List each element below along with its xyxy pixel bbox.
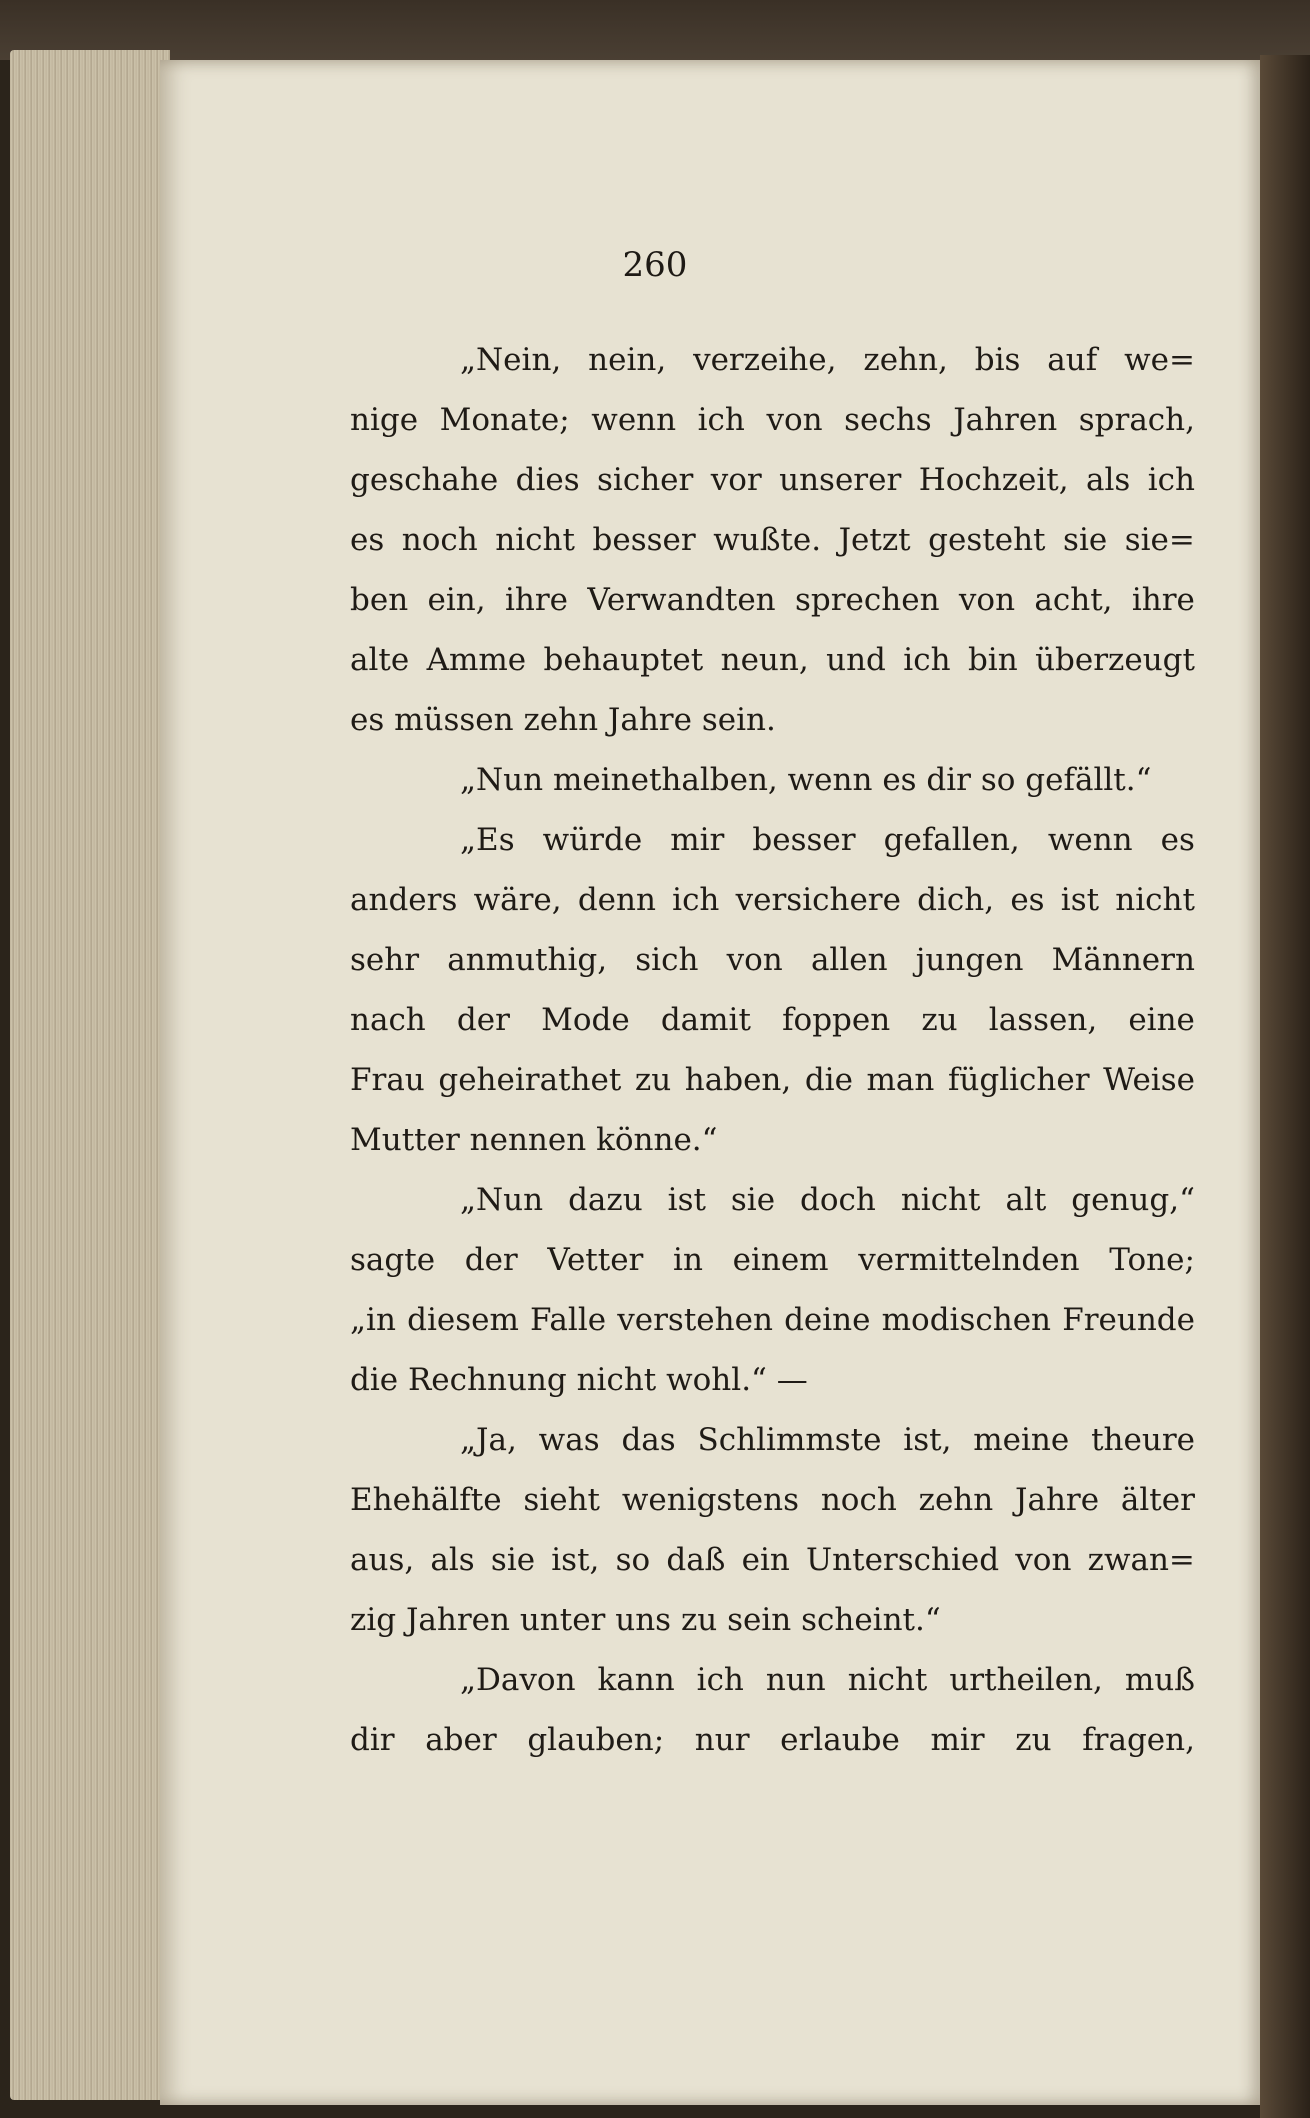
text-line: „Nein, nein, verzeihe, zehn, bis auf we= <box>460 342 1195 378</box>
text-line: Frau geheirathet zu haben, die man füglicher Weise <box>350 1062 1195 1098</box>
text-line: Ehehälfte sieht wenigstens noch zehn Jahre älter <box>350 1482 1195 1518</box>
text-line: zig Jahren unter uns zu sein scheint.“ <box>350 1602 941 1638</box>
text-line: „Davon kann ich nun nicht urtheilen, muß <box>460 1662 1195 1698</box>
text-line: anders wäre, denn ich versichere dich, es ist nicht <box>350 882 1195 918</box>
book-cover-edge <box>0 0 1310 60</box>
text-line: sagte der Vetter in einem vermittelnden Tone; <box>350 1242 1195 1278</box>
text-line: „Es würde mir besser gefallen, wenn es <box>460 822 1195 858</box>
text-line: „Nun meinethalben, wenn es dir so gefällt.“ <box>460 762 1152 798</box>
book-spine-shadow <box>1260 55 1310 2118</box>
page-stack-edge <box>10 50 170 2100</box>
text-line: dir aber glauben; nur erlaube mir zu fragen, <box>350 1722 1195 1758</box>
text-line: ben ein, ihre Verwandten sprechen von acht, ihre <box>350 582 1195 618</box>
text-line: nige Monate; wenn ich von sechs Jahren sprach, <box>350 402 1195 438</box>
text-line: alte Amme behauptet neun, und ich bin überzeugt <box>350 642 1195 678</box>
text-line: es müssen zehn Jahre sein. <box>350 702 776 738</box>
text-line: „Ja, was das Schlimmste ist, meine theure <box>460 1422 1195 1458</box>
text-line: „Nun dazu ist sie doch nicht alt genug,“ <box>460 1182 1195 1218</box>
text-line: aus, als sie ist, so daß ein Unterschied von zwan= <box>350 1542 1195 1578</box>
body-text <box>350 330 1195 1770</box>
text-line: „in diesem Falle verstehen deine modischen Freunde <box>350 1302 1195 1338</box>
text-line: es noch nicht besser wußte. Jetzt gesteht sie sie= <box>350 522 1195 558</box>
text-line: sehr anmuthig, sich von allen jungen Männern <box>350 942 1195 978</box>
page-number: 260 <box>622 245 688 285</box>
text-line: die Rechnung nicht wohl.“ — <box>350 1362 808 1398</box>
text-line: nach der Mode damit foppen zu lassen, eine <box>350 1002 1195 1038</box>
text-line: Mutter nennen könne.“ <box>350 1122 718 1158</box>
text-line: geschahe dies sicher vor unserer Hochzeit, als ich <box>350 462 1195 498</box>
